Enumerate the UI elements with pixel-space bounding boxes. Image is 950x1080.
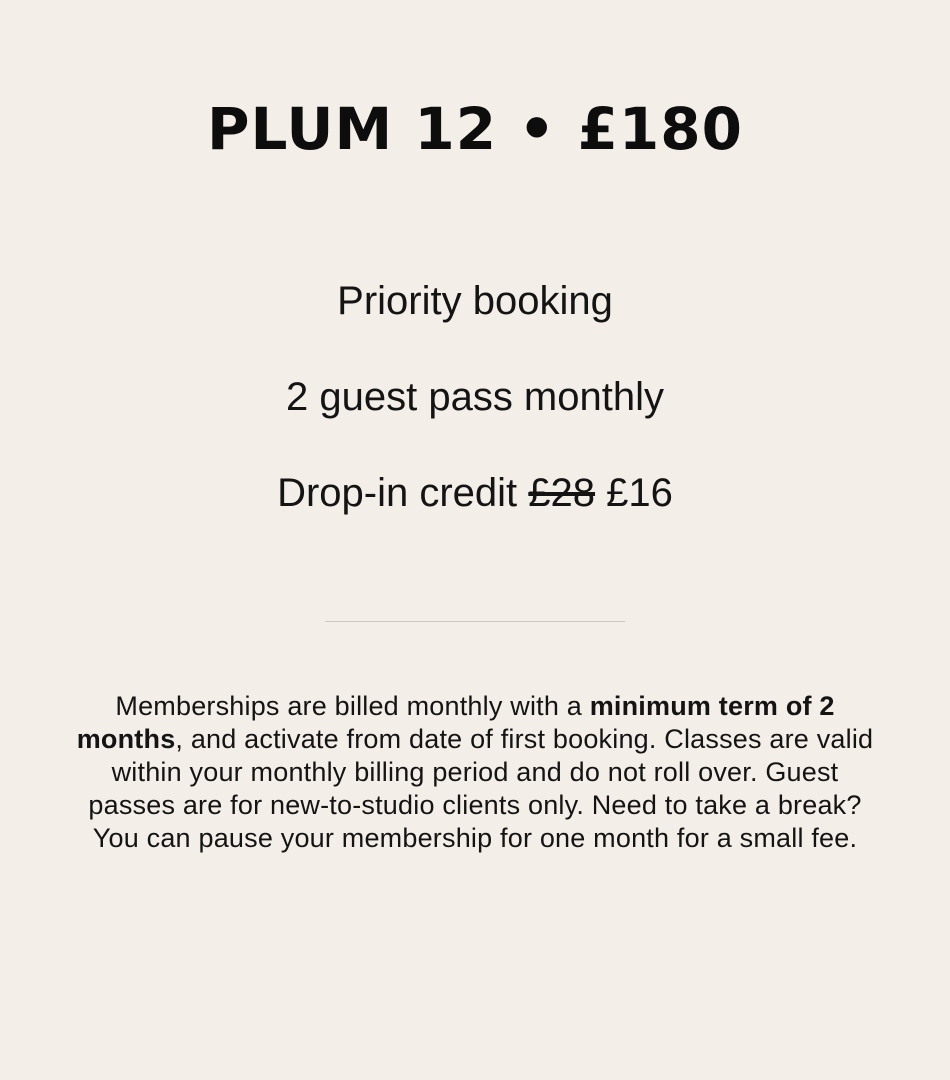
membership-terms	[74, 690, 876, 855]
feature-list	[0, 274, 950, 562]
divider	[325, 621, 625, 622]
terms-text-start: Memberships are billed monthly with a	[115, 691, 590, 721]
plan-title: PLUM 12 • £180	[207, 95, 743, 163]
feature-guest-pass: 2 guest pass monthly	[286, 375, 664, 419]
terms-minimum-term: minimum term of 2 months	[76, 691, 835, 754]
drop-in-new-price: £16	[595, 471, 673, 515]
drop-in-old-price: £28	[528, 471, 596, 515]
feature-priority-booking: Priority booking	[337, 279, 613, 323]
drop-in-label: Drop-in credit	[277, 471, 529, 515]
terms-text-end: , and activate from date of first booking. Classes are valid within your monthly billing period and do not roll over. Guest passes are for new-to-studio clients only. Need to take a break? You can pause your membership for one month for a small fee.	[88, 724, 874, 853]
feature-drop-in-credit	[0, 466, 950, 520]
